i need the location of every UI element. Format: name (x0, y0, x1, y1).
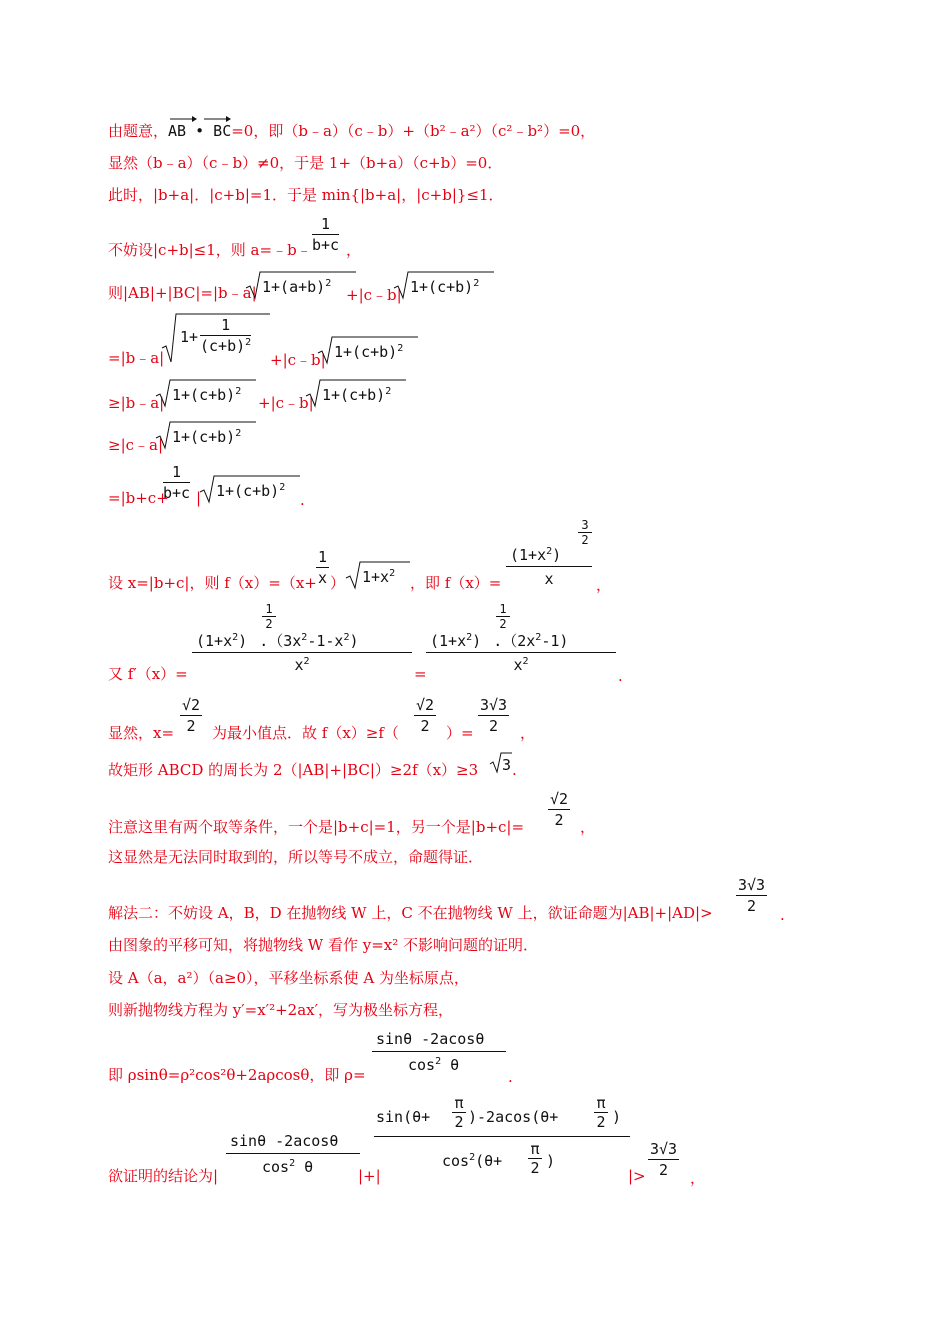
fraction-1-over-x (316, 548, 329, 587)
fraction-numerator: 3√3 (738, 876, 766, 894)
numerator-text-b: .（3x (259, 632, 302, 650)
line-12-b: 为最小值点．故 f（x）≥f（ (212, 724, 399, 742)
sqrt-content: 3 (502, 756, 512, 774)
exponent: 2 (279, 482, 286, 493)
fraction-1-over-c-plus-b-sq (200, 316, 251, 355)
line-11-a: 又 f′（x）= (108, 665, 188, 683)
sqrt-content (172, 428, 241, 446)
fraction-numerator: 3√3 (650, 1140, 678, 1158)
fraction-3sqrt3-over-2 (648, 1140, 679, 1179)
fraction-denominator (408, 1056, 459, 1074)
line-9-a: =|b+c+ (108, 489, 169, 507)
line-19: 则新抛物线方程为 y′=x′²+2ax′，写为极坐标方程， (108, 1001, 454, 1019)
numerator-text: (1+x (430, 632, 467, 650)
fraction-bar (426, 652, 616, 653)
fraction-denominator (200, 336, 251, 355)
line-5-b: +|c﹣b| (346, 286, 402, 304)
numerator-text-b: .（2x (493, 632, 536, 650)
line-6-a: =|b﹣a| (108, 349, 165, 367)
line-12-a: 显然，x= (108, 724, 175, 742)
fraction-denominator: 2 (554, 811, 564, 829)
den-text-b: θ (295, 1158, 314, 1176)
vector-product-text: AB • BC (168, 122, 232, 140)
power-fraction (496, 602, 510, 631)
exponent: 2 (389, 568, 396, 579)
numerator-text: (1+x (510, 546, 547, 564)
line-1-lead: 由题意， (108, 122, 169, 140)
numerator-text: (1+x (196, 632, 233, 650)
pi-over-2 (594, 1094, 608, 1131)
power-numerator: 1 (262, 602, 276, 617)
exponent: 2 (535, 632, 542, 643)
den-text: (c+b) (200, 337, 246, 355)
line-13: 故矩形 ABCD 的周长为 2（|AB|+|BC|）≥2f（x）≥3 (108, 761, 479, 779)
line-14-a: 注意这里有两个取等条件，一个是|b+c|=1，另一个是|b+c|= (108, 818, 525, 836)
den-text-c: ) (546, 1152, 556, 1170)
exponent: 2 (301, 632, 308, 643)
line-4-end: ， (346, 241, 362, 259)
fraction-denominator (192, 656, 412, 674)
den-text: x (294, 656, 304, 674)
fraction-numerator: √2 (182, 696, 201, 714)
sqrt-text: 1+x (362, 568, 390, 586)
fraction-sqrt2-over-2 (548, 790, 570, 829)
pi-numerator: π (594, 1094, 608, 1113)
line-10-end: ， (596, 576, 612, 594)
fraction-denominator: x (318, 569, 328, 587)
sqrt-text: 1+(c+b) (322, 386, 386, 404)
line-1-rest: =0，即（b﹣a）（c﹣b）+（b²﹣a²）（c²﹣b²）=0， (231, 122, 596, 140)
fraction-numerator: 3√3 (480, 696, 508, 714)
numerator-text-c: -1-x (307, 632, 344, 650)
den-text: cos (442, 1152, 470, 1170)
sqrt-content (362, 568, 395, 586)
power-denominator: 2 (499, 617, 507, 631)
line-11-end: . (618, 667, 623, 685)
exponent: 2 (546, 546, 553, 557)
fraction-sqrt2-over-2 (414, 696, 436, 735)
numerator-text-c: -1) (541, 632, 569, 650)
sqrt-text: 1+(c+b) (216, 482, 280, 500)
line-5-a: 则|AB|+|BC|=|b﹣a| (108, 284, 257, 302)
exponent: 2 (303, 656, 310, 667)
sqrt-text: 1+(c+b) (172, 386, 236, 404)
den-text: cos (262, 1158, 290, 1176)
fraction-numerator: $(1+x^2)$ $.(2x^2-1)$ (430, 632, 569, 650)
line-16-end: . (780, 906, 785, 924)
power-denominator: 2 (265, 617, 273, 631)
line-11-eq: = (414, 665, 427, 683)
vector-product (168, 122, 231, 140)
fraction-bar (192, 652, 412, 653)
fraction-3sqrt3-over-2 (478, 696, 509, 735)
exponent: 2 (385, 386, 392, 397)
exponent: 2 (343, 632, 350, 643)
fraction-numerator: $(1+x^2)$ (510, 546, 562, 564)
sqrt-text: 1+(c+b) (334, 343, 398, 361)
exponent: 2 (522, 656, 529, 667)
fraction-3sqrt3-over-2 (736, 876, 767, 915)
numerator-text-c: ) (612, 1108, 622, 1126)
power-numerator: 1 (496, 602, 510, 617)
line-18: 设 A（a，a²）（a≥0），平移坐标系使 A 为坐标原点， (108, 969, 469, 987)
fraction-denominator (442, 1152, 502, 1170)
exponent: 2 (232, 632, 239, 643)
fraction-numerator: 1 (200, 316, 251, 336)
den-text-b: (θ+ (475, 1152, 503, 1170)
fraction-1-over-b-plus-c (163, 463, 190, 502)
line-7-a: ≥|b﹣a| (108, 394, 165, 412)
line-10-a: 设 x=|b+c|，则 f（x）=（x+ (108, 574, 317, 592)
exponent: 2 (435, 1056, 442, 1067)
den-text: x (513, 656, 523, 674)
sqrt-text: 1+(c+b) (172, 428, 236, 446)
line-3: 此时，|b+a|．|c+b|=1．于是 min{|b+a|，|c+b|}≤1． (108, 186, 504, 204)
sqrt-text: 1+(a+b) (262, 278, 326, 296)
line-10-c: ，即 f（x）= (410, 574, 502, 592)
power-fraction (262, 602, 276, 631)
line-14-end: ， (580, 818, 596, 836)
exponent: 2 (469, 1152, 476, 1163)
sqrt-content (172, 386, 241, 404)
line-9-b: | (196, 489, 202, 507)
fraction-numerator: sinθ -2acosθ (230, 1132, 339, 1150)
fraction-numerator: √2 (550, 790, 569, 808)
sqrt-content (334, 343, 403, 361)
line-21-b: |+| (358, 1167, 381, 1185)
fraction-denominator (262, 1158, 313, 1176)
den-text-b: θ (441, 1056, 460, 1074)
line-13-end: . (512, 761, 517, 779)
numerator-text-a: sin(θ+ (376, 1108, 431, 1126)
fraction-denominator: 2 (420, 717, 430, 735)
fraction-bar (372, 1051, 506, 1052)
fraction-bar (226, 1153, 360, 1154)
sqrt-content (410, 278, 479, 296)
fraction-denominator: 2 (747, 897, 757, 915)
line-20-a: 即 ρsinθ=ρ²cos²θ+2aρcosθ，即 ρ= (108, 1066, 366, 1084)
sqrt-content (262, 278, 331, 296)
numerator-text-b: )-2acos(θ+ (468, 1108, 559, 1126)
power-denominator: 2 (581, 533, 589, 547)
sqrt-text: 1+(c+b) (410, 278, 474, 296)
line-15: 这显然是无法同时取到的，所以等号不成立，命题得证． (108, 848, 484, 866)
exponent: 2 (473, 278, 480, 289)
line-21-end: ， (690, 1169, 706, 1187)
fraction-numerator: sinθ -2acosθ (376, 1030, 485, 1048)
fraction-denominator: b+c (163, 484, 191, 502)
line-9-end: . (300, 491, 305, 509)
line-20-end: . (508, 1068, 513, 1086)
vector-arrows (168, 114, 238, 122)
line-12-end: ， (520, 724, 536, 742)
fraction-bar (374, 1136, 630, 1137)
fraction-numerator: 1 (163, 463, 190, 483)
pi-over-2 (452, 1094, 466, 1131)
fraction-sqrt2-over-2 (180, 696, 202, 735)
fraction-bar (506, 566, 592, 567)
exponent: 2 (235, 428, 242, 439)
line-4: 不妨设|c+b|≤1，则 a=﹣b﹣ (108, 241, 312, 259)
fraction-denominator: x (544, 570, 554, 588)
exponent: 2 (325, 278, 332, 289)
line-16-a: 解法二：不妨设 A，B，D 在抛物线 W 上，C 不在抛物线 W 上，欲证命题为|AB|+|AD|> (108, 904, 713, 922)
fraction-denominator: b+c (312, 236, 340, 254)
sqrt-lead: 1+ (180, 328, 199, 346)
pi-over-2 (528, 1140, 542, 1177)
exponent: 2 (289, 1158, 296, 1169)
line-1 (108, 121, 595, 141)
pi-denominator: 2 (454, 1113, 464, 1131)
line-6-b: +|c﹣b| (270, 351, 326, 369)
fraction-numerator: 1 (312, 215, 339, 235)
sqrt-content (322, 386, 391, 404)
pi-numerator: π (528, 1140, 542, 1159)
exponent: 2 (235, 386, 242, 397)
fraction-denominator: 2 (489, 717, 499, 735)
power-numerator: 3 (578, 518, 592, 533)
pi-denominator: 2 (596, 1113, 606, 1131)
sqrt-content (216, 482, 285, 500)
line-21-a: 欲证明的结论为| (108, 1167, 219, 1185)
fraction-denominator: 2 (186, 717, 196, 735)
fraction-denominator: 2 (659, 1161, 669, 1179)
pi-numerator: π (452, 1094, 466, 1113)
fraction-1-over-b-plus-c (312, 215, 339, 254)
line-12-c: ）= (446, 724, 474, 742)
fraction-denominator (426, 656, 616, 674)
fraction-numerator: 1 (318, 548, 328, 566)
den-text: cos (408, 1056, 436, 1074)
line-7-b: +|c﹣b| (258, 394, 314, 412)
exponent: 2 (245, 337, 252, 348)
line-17: 由图象的平移可知，将抛物线 W 看作 y=x² 不影响问题的证明． (108, 936, 539, 954)
power-fraction (578, 518, 592, 547)
exponent: 2 (466, 632, 473, 643)
fraction-numerator: $(1+x^2)$ $.(3x^2-1-x^2)$ (196, 632, 359, 650)
pi-denominator: 2 (530, 1159, 540, 1177)
exponent: 2 (397, 343, 404, 354)
line-2: 显然（b﹣a）（c﹣b）≠0，于是 1+（b+a）（c+b）=0． (108, 154, 503, 172)
line-8-a: ≥|c﹣a| (108, 436, 164, 454)
line-10-b: ） (330, 574, 346, 592)
fraction-numerator: √2 (416, 696, 435, 714)
line-21-c: |> (628, 1167, 646, 1185)
